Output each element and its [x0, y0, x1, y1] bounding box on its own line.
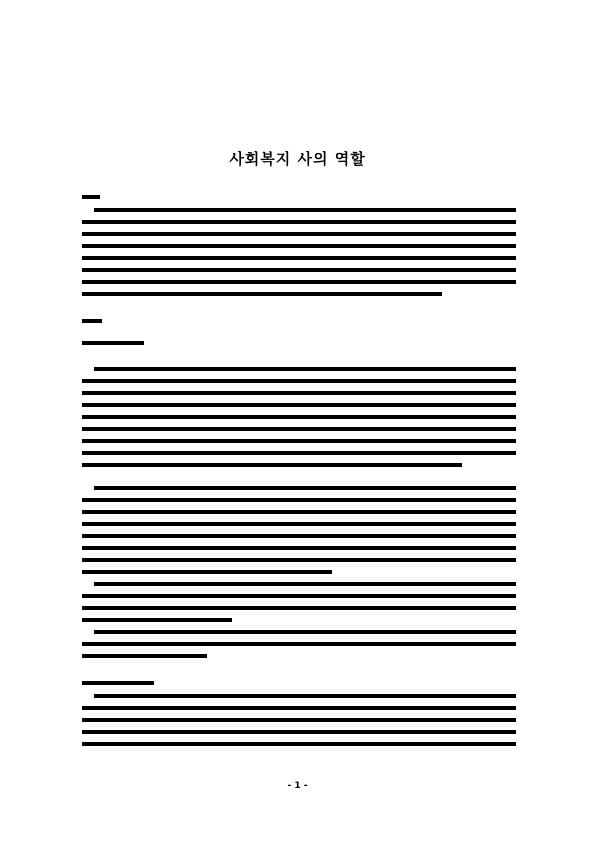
text-line: [82, 606, 516, 610]
heading-mark: [82, 341, 144, 345]
text-line: [82, 510, 516, 514]
text-line: [94, 582, 516, 586]
text-line: [82, 463, 462, 467]
text-line: [94, 694, 516, 698]
text-line: [82, 546, 516, 550]
text-line: [82, 594, 516, 598]
text-line: [82, 570, 332, 574]
text-line: [82, 451, 516, 455]
text-line: [82, 256, 516, 260]
text-line: [82, 292, 442, 296]
text-line: [82, 706, 516, 710]
text-line: [82, 268, 516, 272]
text-line: [94, 486, 516, 490]
text-line: [82, 618, 232, 622]
text-line: [82, 439, 516, 443]
text-line: [82, 232, 516, 236]
text-line: [82, 654, 207, 658]
text-line: [82, 415, 516, 419]
text-line: [82, 280, 516, 284]
text-line: [94, 630, 516, 634]
text-line: [94, 208, 516, 212]
text-line: [94, 367, 516, 371]
text-line: [82, 642, 516, 646]
text-line: [82, 391, 516, 395]
text-line: [82, 522, 516, 526]
text-line: [82, 379, 516, 383]
text-line: [82, 220, 516, 224]
text-line: [82, 558, 516, 562]
heading-mark: [82, 195, 100, 199]
heading-mark: [82, 319, 102, 323]
text-line: [82, 742, 516, 746]
document-title: 사회복지 사의 역할: [229, 150, 366, 168]
text-line: [82, 244, 516, 248]
text-line: [82, 403, 516, 407]
text-line: [82, 498, 516, 502]
text-line: [82, 427, 516, 431]
text-line: [82, 718, 516, 722]
text-line: [82, 730, 516, 734]
heading-mark: [82, 681, 154, 685]
text-line: [82, 534, 516, 538]
page-number: - 1 -: [287, 781, 308, 791]
